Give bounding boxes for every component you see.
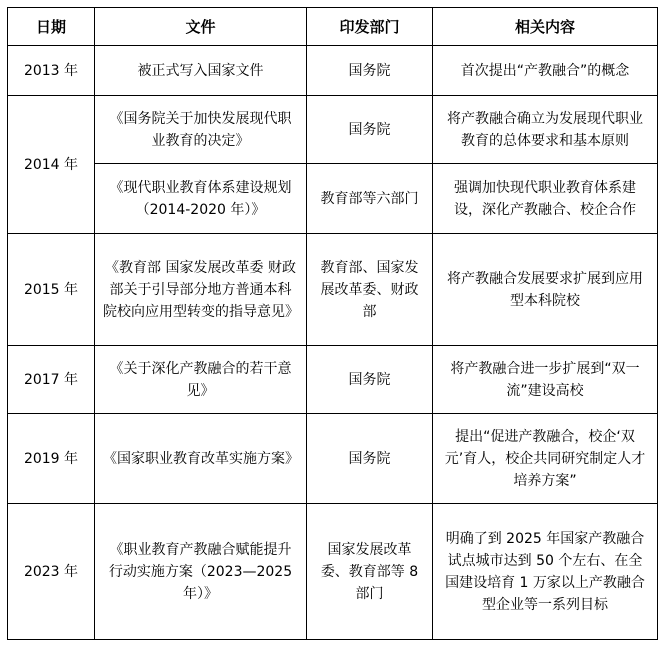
header-content: 相关内容 <box>433 8 658 46</box>
file-cell: 《关于深化产教融合的若干意见》 <box>95 346 307 414</box>
file-cell: 被正式写入国家文件 <box>95 46 307 96</box>
dept-cell: 国务院 <box>307 96 433 164</box>
file-cell: 《职业教育产教融合赋能提升行动实施方案（2023—2025 年）》 <box>95 504 307 640</box>
table-row <box>8 46 658 96</box>
date-cell: 2023 年 <box>8 504 95 640</box>
file-cell: 《教育部 国家发展改革委 财政部关于引导部分地方普通本科院校向应用型转变的指导意见》 <box>95 234 307 346</box>
content-cell: 将产教融合确立为发展现代职业教育的总体要求和基本原则 <box>433 96 658 164</box>
dept-cell: 教育部、国家发展改革委、财政部 <box>307 234 433 346</box>
table-row <box>8 414 658 504</box>
content-cell: 明确了到 2025 年国家产教融合试点城市达到 50 个左右、在全国建设培育 1 万家以上产教融合型企业等一系列目标 <box>433 504 658 640</box>
date-cell: 2013 年 <box>8 46 95 96</box>
policy-table <box>7 7 658 640</box>
dept-cell: 国务院 <box>307 46 433 96</box>
header-row <box>8 8 658 46</box>
content-cell: 首次提出“产教融合”的概念 <box>433 46 658 96</box>
content-cell: 提出“促进产教融合，校企‘双元’育人，校企共同研究制定人才培养方案” <box>433 414 658 504</box>
date-cell: 2015 年 <box>8 234 95 346</box>
header-dept: 印发部门 <box>307 8 433 46</box>
file-cell: 《现代职业教育体系建设规划（2014-2020 年）》 <box>95 164 307 234</box>
table-row <box>8 504 658 640</box>
table-row <box>8 346 658 414</box>
dept-cell: 国家发展改革委、教育部等 8 部门 <box>307 504 433 640</box>
table-row <box>8 96 658 164</box>
dept-cell: 国务院 <box>307 346 433 414</box>
file-cell: 《国家职业教育改革实施方案》 <box>95 414 307 504</box>
table-row <box>8 164 658 234</box>
header-file: 文件 <box>95 8 307 46</box>
dept-cell: 国务院 <box>307 414 433 504</box>
dept-cell: 教育部等六部门 <box>307 164 433 234</box>
date-cell: 2014 年 <box>8 96 95 234</box>
date-cell: 2017 年 <box>8 346 95 414</box>
table-row <box>8 234 658 346</box>
content-cell: 将产教融合发展要求扩展到应用型本科院校 <box>433 234 658 346</box>
content-cell: 强调加快现代职业教育体系建设，深化产教融合、校企合作 <box>433 164 658 234</box>
date-cell: 2019 年 <box>8 414 95 504</box>
header-date: 日期 <box>8 8 95 46</box>
content-cell: 将产教融合进一步扩展到“双一流”建设高校 <box>433 346 658 414</box>
file-cell: 《国务院关于加快发展现代职业教育的决定》 <box>95 96 307 164</box>
